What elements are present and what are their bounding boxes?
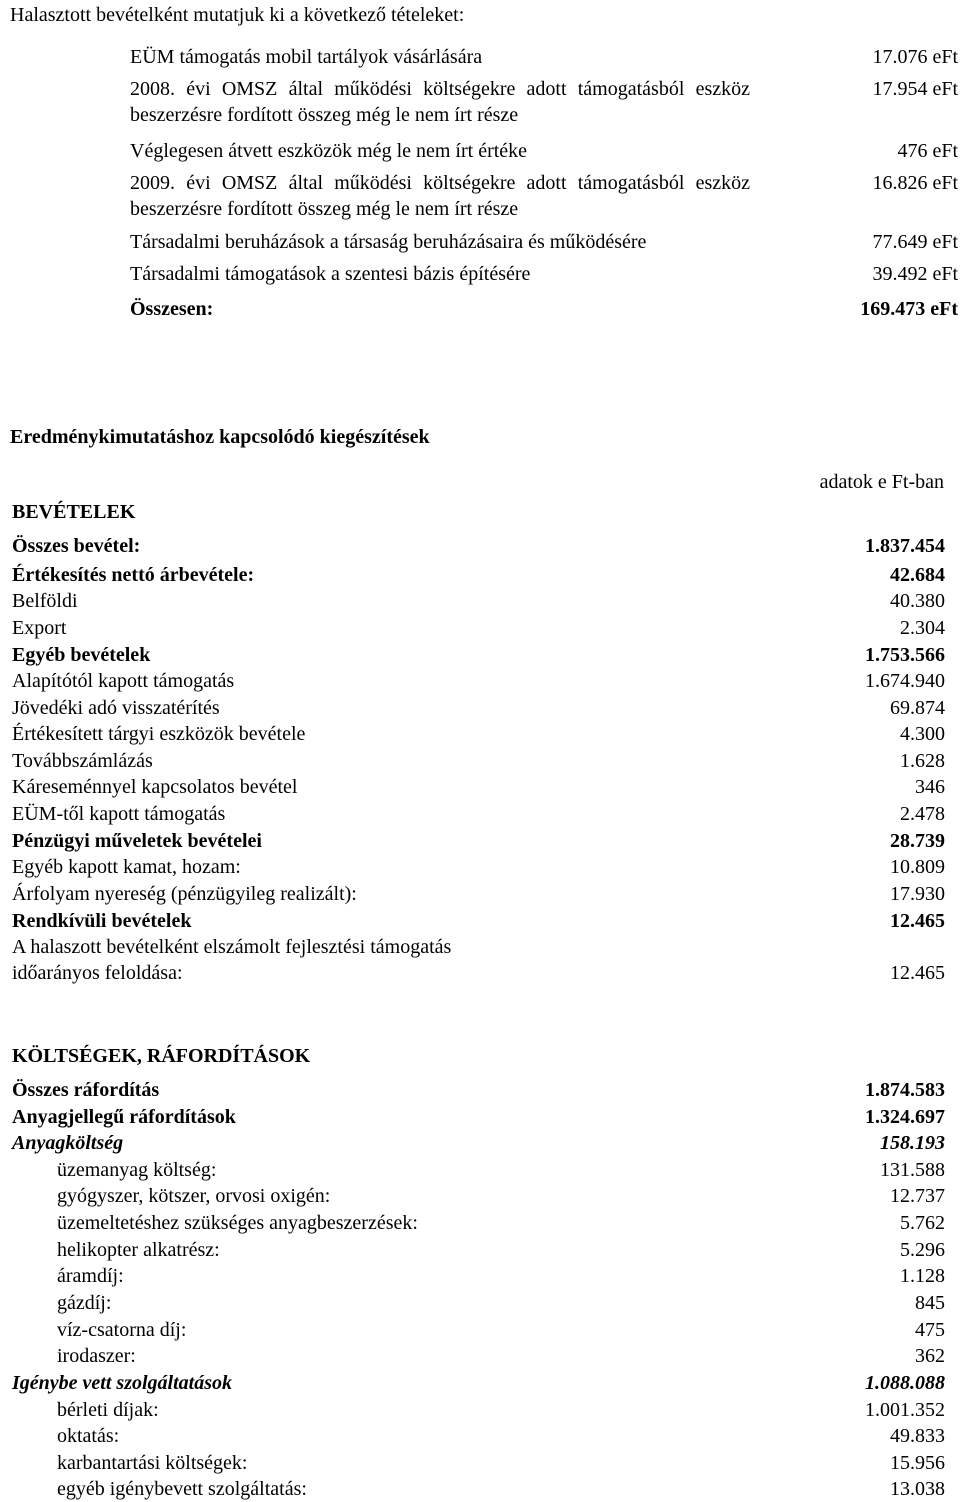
income-row xyxy=(12,588,945,614)
cost-row-value: 158.193 xyxy=(880,1132,945,1154)
deferred-total-label: Összesen: xyxy=(130,298,214,320)
cost-row-label: gázdíj: xyxy=(57,1292,112,1314)
cost-row xyxy=(12,1317,945,1343)
deferred-item-label: 2009. évi OMSZ által működési költségekre adott támogatásból eszköz beszerzésre fordított összeg még le nem írt része xyxy=(130,172,750,220)
income-row-label: Árfolyam nyereség (pénzügyileg realizált): xyxy=(12,883,357,905)
costs-heading: KÖLTSÉGEK, RÁFORDÍTÁSOK xyxy=(12,1045,311,1067)
income-row xyxy=(12,774,945,800)
deferred-item-label: 2008. évi OMSZ által működési költségekre adott támogatásból eszköz beszerzésre fordított összeg még le nem írt része xyxy=(130,78,750,126)
cost-row xyxy=(12,1397,945,1423)
cost-row-value: 845 xyxy=(915,1292,945,1314)
cost-row xyxy=(12,1476,945,1502)
cost-row xyxy=(12,1450,945,1476)
cost-row xyxy=(12,1423,945,1449)
income-row xyxy=(12,908,945,934)
deferred-item-value: 476 eFt xyxy=(897,140,958,162)
income-row-label: Jövedéki adó visszatérítés xyxy=(12,697,220,719)
income-row-value: 1.628 xyxy=(900,750,945,772)
cost-row-value: 1.001.352 xyxy=(865,1399,945,1421)
cost-row-value: 1.324.697 xyxy=(865,1106,945,1128)
income-row-label: Továbbszámlázás xyxy=(12,750,153,772)
cost-row-label: oktatás: xyxy=(57,1425,120,1447)
cost-row-value: 475 xyxy=(915,1319,945,1341)
deferred-total-value: 169.473 eFt xyxy=(860,298,958,320)
deferred-item-value: 17.954 eFt xyxy=(872,78,958,100)
income-row-value: 12.465 xyxy=(890,910,945,932)
cost-row-value: 362 xyxy=(915,1345,945,1367)
income-row-label: időarányos feloldása: xyxy=(12,962,183,984)
income-row xyxy=(12,695,945,721)
cost-row-label: víz-csatorna díj: xyxy=(57,1319,187,1341)
income-row-value: 1.837.454 xyxy=(865,535,945,557)
income-row-value: 40.380 xyxy=(890,590,945,612)
income-row xyxy=(12,562,945,588)
deferred-item-value: 39.492 eFt xyxy=(872,263,958,285)
income-row-value: 28.739 xyxy=(890,830,945,852)
income-row xyxy=(12,801,945,827)
cost-row xyxy=(12,1263,945,1289)
cost-row-value: 13.038 xyxy=(890,1478,945,1500)
income-row-label: Összes bevétel: xyxy=(12,535,141,557)
income-row-label: Export xyxy=(12,617,67,639)
income-row-label: A halaszott bevételként elszámolt fejlesztési támogatás xyxy=(12,936,452,958)
income-row xyxy=(12,748,945,774)
cost-row-value: 12.737 xyxy=(890,1185,945,1207)
cost-row xyxy=(12,1343,945,1369)
income-row-value: 4.300 xyxy=(900,723,945,745)
intro-text: Halasztott bevételként mutatjuk ki a következő tételeket: xyxy=(10,4,465,26)
cost-row-value: 1.874.583 xyxy=(865,1079,945,1101)
cost-row-label: Összes ráfordítás xyxy=(12,1079,160,1101)
cost-row-label: irodaszer: xyxy=(57,1345,136,1367)
income-row xyxy=(12,615,945,641)
income-row xyxy=(12,642,945,668)
income-row-label: Értékesített tárgyi eszközök bevétele xyxy=(12,723,306,745)
deferred-item-label: Társadalmi támogatások a szentesi bázis építésére xyxy=(130,263,531,285)
cost-row-label: Anyagjellegű ráfordítások xyxy=(12,1106,236,1128)
income-row xyxy=(12,533,945,559)
income-row-value: 42.684 xyxy=(890,564,945,586)
cost-row xyxy=(12,1077,945,1103)
section-title: Eredménykimutatáshoz kapcsolódó kiegészítések xyxy=(10,426,430,448)
income-row xyxy=(12,721,945,747)
cost-row xyxy=(12,1130,945,1156)
cost-row xyxy=(12,1157,945,1183)
cost-row xyxy=(12,1183,945,1209)
cost-row-label: gyógyszer, kötszer, orvosi oxigén: xyxy=(57,1185,331,1207)
deferred-item-label: EÜM támogatás mobil tartályok vásárlására xyxy=(130,46,483,68)
cost-row-value: 5.762 xyxy=(900,1212,945,1234)
cost-row xyxy=(12,1370,945,1396)
income-row-label: Káreseménnyel kapcsolatos bevétel xyxy=(12,776,298,798)
income-row-label: Rendkívüli bevételek xyxy=(12,910,192,932)
deferred-item-value: 16.826 eFt xyxy=(872,172,958,194)
income-heading: BEVÉTELEK xyxy=(12,501,136,523)
deferred-item-value: 17.076 eFt xyxy=(872,46,958,68)
income-row-label: Egyéb kapott kamat, hozam: xyxy=(12,856,241,878)
cost-row-label: karbantartási költségek: xyxy=(57,1452,248,1474)
income-row xyxy=(12,960,945,986)
cost-row-value: 49.833 xyxy=(890,1425,945,1447)
income-row-value: 17.930 xyxy=(890,883,945,905)
cost-row-label: üzemeltetéshez szükséges anyagbeszerzések: xyxy=(57,1212,418,1234)
income-row-value: 346 xyxy=(915,776,945,798)
income-row-label: Pénzügyi műveletek bevételei xyxy=(12,830,262,852)
cost-row xyxy=(12,1290,945,1316)
income-row xyxy=(12,854,945,880)
cost-row xyxy=(12,1210,945,1236)
cost-row-label: áramdíj: xyxy=(57,1265,124,1287)
cost-row xyxy=(12,1104,945,1130)
cost-row-label: Anyagköltség xyxy=(12,1132,124,1154)
income-row xyxy=(12,881,945,907)
income-row-value: 12.465 xyxy=(890,962,945,984)
income-row xyxy=(12,828,945,854)
income-row-value: 1.674.940 xyxy=(865,670,945,692)
cost-row-value: 1.128 xyxy=(900,1265,945,1287)
cost-row xyxy=(12,1237,945,1263)
cost-row-value: 5.296 xyxy=(900,1239,945,1261)
unit-note: adatok e Ft-ban xyxy=(819,471,944,493)
cost-row-label: Igénybe vett szolgáltatások xyxy=(12,1372,232,1394)
income-row-label: Egyéb bevételek xyxy=(12,644,151,666)
deferred-item-label: Társadalmi beruházások a társaság beruházásaira és működésére xyxy=(130,231,647,253)
income-row xyxy=(12,668,945,694)
income-row-label: EÜM-től kapott támogatás xyxy=(12,803,226,825)
income-row-label: Értékesítés nettó árbevétele: xyxy=(12,564,255,586)
cost-row-value: 1.088.088 xyxy=(865,1372,945,1394)
cost-row-label: üzemanyag költség: xyxy=(57,1159,217,1181)
cost-row-value: 131.588 xyxy=(880,1159,945,1181)
income-row-value: 2.478 xyxy=(900,803,945,825)
cost-row-value: 15.956 xyxy=(890,1452,945,1474)
income-row-label: Belföldi xyxy=(12,590,78,612)
cost-row-label: helikopter alkatrész: xyxy=(57,1239,220,1261)
income-row-value: 69.874 xyxy=(890,697,945,719)
income-row-label: Alapítótól kapott támogatás xyxy=(12,670,235,692)
income-row-value: 2.304 xyxy=(900,617,945,639)
deferred-item-label: Véglegesen átvett eszközök még le nem írt értéke xyxy=(130,140,528,162)
cost-row-label: bérleti díjak: xyxy=(57,1399,159,1421)
cost-row-label: egyéb igénybevett szolgáltatás: xyxy=(57,1478,307,1500)
income-row-value: 10.809 xyxy=(890,856,945,878)
income-row xyxy=(12,934,945,960)
deferred-item-value: 77.649 eFt xyxy=(872,231,958,253)
income-row-value: 1.753.566 xyxy=(865,644,945,666)
